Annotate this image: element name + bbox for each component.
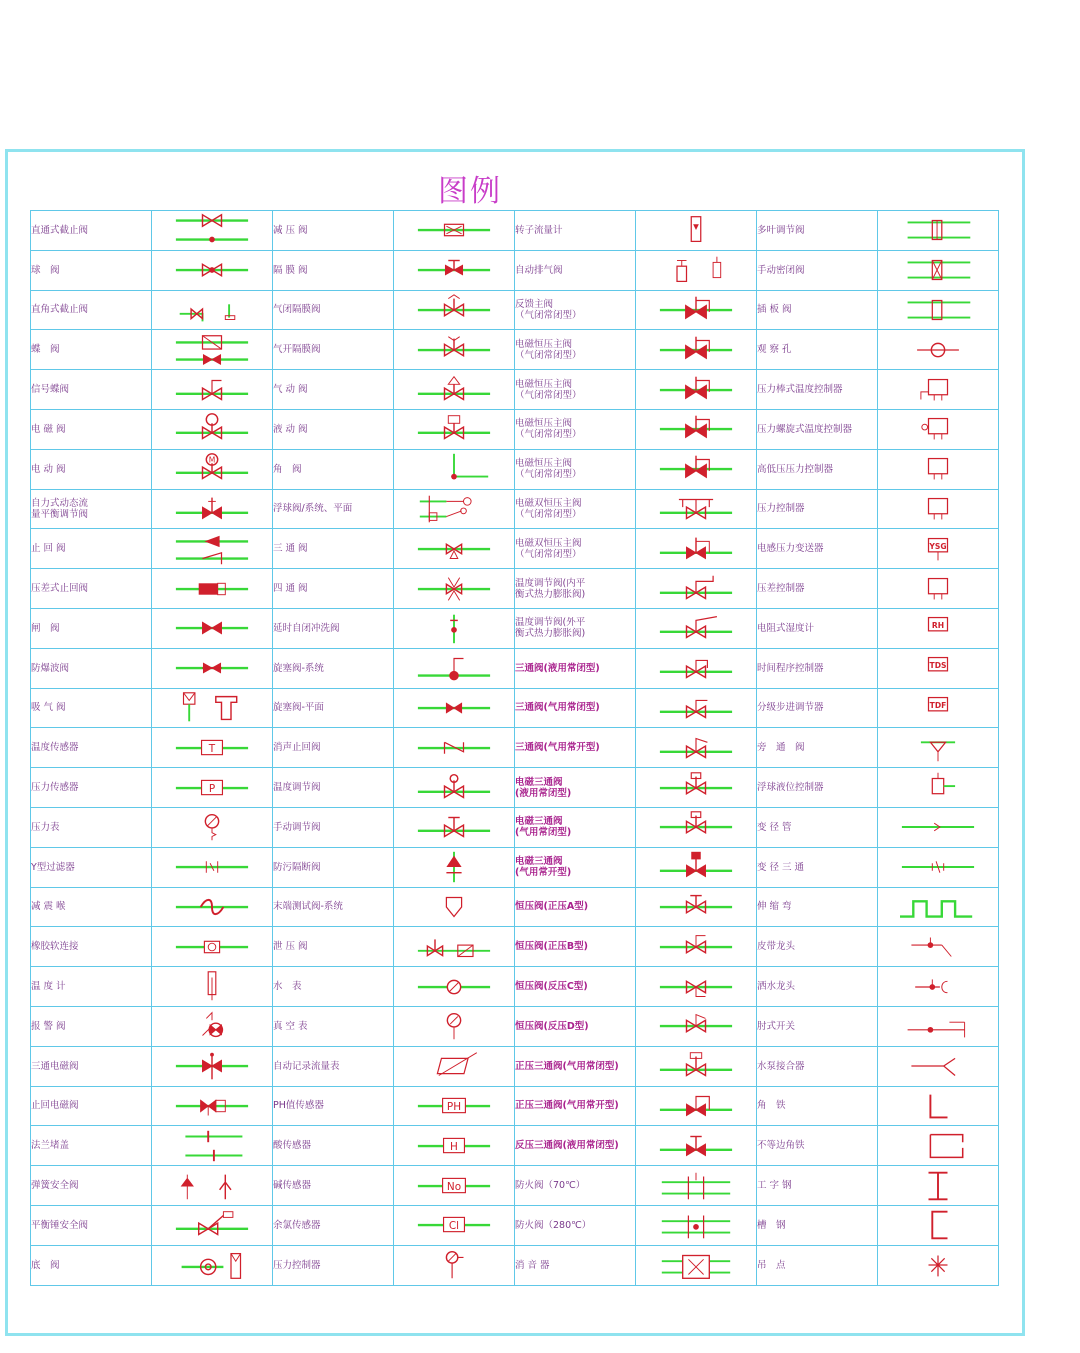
fire-damper-70-symbol <box>636 1166 757 1206</box>
legend-label: 电磁三通阀 (液用常闭型) <box>515 768 636 808</box>
float-level-controller-symbol <box>878 768 999 808</box>
ball-valve-symbol <box>152 250 273 290</box>
legend-label: 变 径 三 通 <box>757 847 878 887</box>
three-way-valve-b-symbol <box>636 688 757 728</box>
air-close-diaphragm-valve-symbol <box>394 290 515 330</box>
legend-label: 四 通 阀 <box>273 569 394 609</box>
legend-label: 旋塞阀-系统 <box>273 648 394 688</box>
legend-label: 插 板 阀 <box>757 290 878 330</box>
main-valve-a-symbol <box>636 290 757 330</box>
legend-label: 电磁三通阀 (气用常开型) <box>515 847 636 887</box>
legend-row <box>31 211 999 251</box>
blast-valve-symbol <box>152 648 273 688</box>
hanger-point-symbol <box>878 1245 999 1285</box>
legend-label: 液 动 阀 <box>273 409 394 449</box>
legend-label: 气闭隔膜阀 <box>273 290 394 330</box>
legend-label: 温 度 计 <box>31 967 152 1007</box>
legend-row <box>31 648 999 688</box>
legend-title: 图例 <box>438 174 502 209</box>
pressure-reducing-valve-symbol <box>394 211 515 251</box>
legend-label: 电 磁 阀 <box>31 409 152 449</box>
legend-label: 三通阀(液用常闭型) <box>515 648 636 688</box>
positive-three-way-b-symbol <box>636 1086 757 1126</box>
legend-label: 防爆波阀 <box>31 648 152 688</box>
legend-row <box>31 1245 999 1285</box>
dual-pressure-switch-symbol <box>878 449 999 489</box>
negative-three-way-symbol <box>636 1126 757 1166</box>
butterfly-valve-symbol <box>152 330 273 370</box>
legend-label: 隔 膜 阀 <box>273 250 394 290</box>
legend-label: 压力表 <box>31 807 152 847</box>
legend-label: 正压三通阀(气用常闭型) <box>515 1046 636 1086</box>
legend-row <box>31 728 999 768</box>
time-controller-symbol <box>878 648 999 688</box>
air-intake-valve-symbol <box>152 688 273 728</box>
end-test-valve-symbol <box>394 887 515 927</box>
expansion-loop-symbol <box>878 887 999 927</box>
legend-label: Y型过滤器 <box>31 847 152 887</box>
legend-row <box>31 927 999 967</box>
legend-label: 橡胶软连接 <box>31 927 152 967</box>
svg-text:M: M <box>208 455 216 465</box>
legend-label: 自动排气阀 <box>515 250 636 290</box>
legend-row <box>31 1046 999 1086</box>
legend-label: 多叶调节阀 <box>757 211 878 251</box>
legend-label: 球 阀 <box>31 250 152 290</box>
expansion-valve-inner-symbol <box>636 569 757 609</box>
legend-row <box>31 569 999 609</box>
three-way-valve-symbol <box>394 529 515 569</box>
reducing-tee-symbol <box>878 847 999 887</box>
legend-label: 防火阀（280℃） <box>515 1205 636 1245</box>
legend-label: 减 震 喉 <box>31 887 152 927</box>
legend-label: 电磁恒压主阀 （气闭常闭型） <box>515 409 636 449</box>
legend-label: 电磁双恒压主阀 （气闭常闭型） <box>515 489 636 529</box>
solenoid-three-way-b-symbol <box>636 807 757 847</box>
legend-label: PH值传感器 <box>273 1086 394 1126</box>
legend-row <box>31 847 999 887</box>
legend-label: 气 动 阀 <box>273 370 394 410</box>
legend-label: 转子流量计 <box>515 211 636 251</box>
manual-control-valve-symbol <box>394 807 515 847</box>
legend-label: 蝶 阀 <box>31 330 152 370</box>
angle-valve-symbol <box>394 449 515 489</box>
legend-label: 压差式止回阀 <box>31 569 152 609</box>
silencing-check-valve-symbol <box>394 728 515 768</box>
main-valve-d-symbol <box>636 409 757 449</box>
solenoid-three-way-c-symbol <box>636 847 757 887</box>
legend-label: 分级步进调节器 <box>757 688 878 728</box>
legend-label: 酸传感器 <box>273 1126 394 1166</box>
legend-label: 角 铁 <box>757 1086 878 1126</box>
legend-label: 压差控制器 <box>757 569 878 609</box>
legend-label: 电磁恒压主阀 （气闭常闭型） <box>515 449 636 489</box>
weighted-safety-valve-symbol <box>152 1205 273 1245</box>
legend-label: 恒压阀(反压C型) <box>515 967 636 1007</box>
angle-globe-valve-symbol <box>152 290 273 330</box>
rotameter-symbol <box>636 211 757 251</box>
relief-valve-symbol <box>394 927 515 967</box>
legend-label: 旋塞阀-平面 <box>273 688 394 728</box>
legend-label: 电感压力变送器 <box>757 529 878 569</box>
legend-label: 吊 点 <box>757 1245 878 1285</box>
legend-label: 浮球阀/系统、平面 <box>273 489 394 529</box>
air-open-diaphragm-valve-symbol <box>394 330 515 370</box>
flush-valve-symbol <box>394 608 515 648</box>
legend-label: 压力控制器 <box>273 1245 394 1285</box>
legend-label: 自动记录流量表 <box>273 1046 394 1086</box>
spiral-thermostat-symbol <box>878 409 999 449</box>
legend-label: 水 表 <box>273 967 394 1007</box>
legend-row <box>31 887 999 927</box>
legend-label: 变 径 管 <box>757 807 878 847</box>
hose-bibb-symbol <box>878 927 999 967</box>
legend-label: 时间程序控制器 <box>757 648 878 688</box>
legend-row <box>31 608 999 648</box>
legend-label: 消 音 器 <box>515 1245 636 1285</box>
differential-pressure-switch-symbol <box>878 569 999 609</box>
temperature-sensor-symbol <box>152 728 273 768</box>
legend-label: 三通阀(气用常开型) <box>515 728 636 768</box>
legend-row <box>31 330 999 370</box>
legend-label: 防污隔断阀 <box>273 847 394 887</box>
legend-label: 止 回 阀 <box>31 529 152 569</box>
differential-check-valve-symbol <box>152 569 273 609</box>
legend-label: 余氯传感器 <box>273 1205 394 1245</box>
pneumatic-valve-symbol <box>394 370 515 410</box>
resistive-hygrometer-symbol <box>878 608 999 648</box>
svg-text:T: T <box>208 742 216 755</box>
legend-row <box>31 768 999 808</box>
flow-recorder-symbol <box>394 1046 515 1086</box>
globe-valve-symbol <box>152 211 273 251</box>
hydraulic-valve-symbol <box>394 409 515 449</box>
legend-label: 压力棒式温度控制器 <box>757 370 878 410</box>
channel-steel-symbol <box>878 1205 999 1245</box>
legend-label: 直通式截止阀 <box>31 211 152 251</box>
legend-label: 压力控制器 <box>757 489 878 529</box>
legend-label: 电磁恒压主阀 （气闭常闭型） <box>515 330 636 370</box>
multi-blade-damper-symbol <box>878 211 999 251</box>
svg-text:RH: RH <box>931 621 945 631</box>
legend-label: 电磁双恒压主阀 （气闭常闭型） <box>515 529 636 569</box>
three-way-solenoid-valve-symbol <box>152 1046 273 1086</box>
legend-label: 旁 通 阀 <box>757 728 878 768</box>
pressure-gauge-symbol <box>152 807 273 847</box>
legend-row <box>31 1205 999 1245</box>
legend-row <box>31 409 999 449</box>
main-valve-c-symbol <box>636 370 757 410</box>
legend-label: 温度调节阀(外平 衡式热力膨胀阀) <box>515 608 636 648</box>
legend-label: 温度调节阀 <box>273 768 394 808</box>
legend-label: 槽 钢 <box>757 1205 878 1245</box>
i-beam-symbol <box>878 1166 999 1206</box>
legend-label: 三通电磁阀 <box>31 1046 152 1086</box>
legend-label: 真 空 表 <box>273 1006 394 1046</box>
manual-airtight-valve-symbol <box>878 250 999 290</box>
expansion-valve-outer-symbol <box>636 608 757 648</box>
legend-label: 延时自闭冲洗阀 <box>273 608 394 648</box>
constant-pressure-valve-d-symbol <box>636 1006 757 1046</box>
legend-label: 三 通 阀 <box>273 529 394 569</box>
legend-label: 平衡锤安全阀 <box>31 1205 152 1245</box>
legend-label: 压力传感器 <box>31 768 152 808</box>
solenoid-valve-symbol <box>152 409 273 449</box>
pressure-controller-symbol <box>394 1245 515 1285</box>
alkali-sensor-symbol <box>394 1166 515 1206</box>
legend-row <box>31 290 999 330</box>
plug-valve-plan-symbol <box>394 688 515 728</box>
vacuum-gauge-symbol <box>394 1006 515 1046</box>
chlorine-sensor-symbol <box>394 1205 515 1245</box>
svg-text:YSG: YSG <box>929 541 947 551</box>
legend-label: 电阻式湿度计 <box>757 608 878 648</box>
legend-label: 信号蝶阀 <box>31 370 152 410</box>
legend-label: 恒压阀(正压B型) <box>515 927 636 967</box>
ph-sensor-symbol <box>394 1086 515 1126</box>
legend-label: 自力式动态流 量平衡调节阀 <box>31 489 152 529</box>
pressure-switch-symbol <box>878 489 999 529</box>
legend-label: 防火阀（70℃） <box>515 1166 636 1206</box>
legend-label: 吸 气 阀 <box>31 688 152 728</box>
legend-label: 碱传感器 <box>273 1166 394 1206</box>
plug-valve-system-symbol <box>394 648 515 688</box>
main-valve-e-symbol <box>636 449 757 489</box>
main-valve-b-symbol <box>636 330 757 370</box>
diaphragm-valve-symbol <box>394 250 515 290</box>
signal-butterfly-valve-symbol <box>152 370 273 410</box>
sprinkler-faucet-symbol <box>878 967 999 1007</box>
legend-label: 角 阀 <box>273 449 394 489</box>
water-meter-symbol <box>394 967 515 1007</box>
legend-row <box>31 688 999 728</box>
three-way-valve-a-symbol <box>636 648 757 688</box>
sight-glass-symbol <box>878 330 999 370</box>
double-main-valve-a-symbol <box>636 489 757 529</box>
vibration-eliminator-symbol <box>152 887 273 927</box>
legend-label: 闸 阀 <box>31 608 152 648</box>
legend-label: 电磁三通阀 (气用常闭型) <box>515 807 636 847</box>
legend-label: 水泵接合器 <box>757 1046 878 1086</box>
legend-label: 伸 缩 弯 <box>757 887 878 927</box>
unequal-angle-symbol <box>878 1126 999 1166</box>
rubber-joint-symbol <box>152 927 273 967</box>
pressure-transmitter-symbol <box>878 529 999 569</box>
legend-row <box>31 1126 999 1166</box>
legend-label: 法兰堵盖 <box>31 1126 152 1166</box>
gate-valve-symbol <box>152 608 273 648</box>
legend-label: 末端测试阀-系统 <box>273 887 394 927</box>
double-main-valve-b-symbol <box>636 529 757 569</box>
bypass-valve-symbol <box>878 728 999 768</box>
legend-label: 减 压 阀 <box>273 211 394 251</box>
y-strainer-symbol <box>152 847 273 887</box>
svg-text:TDF: TDF <box>929 700 947 710</box>
svg-text:P: P <box>208 782 216 795</box>
legend-label: 温度调节阀(内平 衡式热力膨胀阀) <box>515 569 636 609</box>
backflow-preventer-symbol <box>394 847 515 887</box>
legend-row <box>31 489 999 529</box>
acid-sensor-symbol <box>394 1126 515 1166</box>
positive-three-way-a-symbol <box>636 1046 757 1086</box>
legend-row <box>31 1006 999 1046</box>
legend-label: 反压三通阀(液用常闭型) <box>515 1126 636 1166</box>
four-way-valve-symbol <box>394 569 515 609</box>
legend-label: 弹簧安全阀 <box>31 1166 152 1206</box>
legend-row <box>31 370 999 410</box>
legend-label: 洒水龙头 <box>757 967 878 1007</box>
svg-text:TDS: TDS <box>929 661 947 671</box>
svg-text:H: H <box>450 1140 458 1153</box>
elbow-switch-symbol <box>878 1006 999 1046</box>
float-valve-symbol <box>394 489 515 529</box>
thermometer-symbol <box>152 967 273 1007</box>
legend-label: 消声止回阀 <box>273 728 394 768</box>
legend-label: 反馈主阀 （气闭常闭型） <box>515 290 636 330</box>
legend-label: 工 字 钢 <box>757 1166 878 1206</box>
legend-row <box>31 529 999 569</box>
check-solenoid-valve-symbol <box>152 1086 273 1126</box>
legend-row <box>31 807 999 847</box>
legend-label: 直角式截止阀 <box>31 290 152 330</box>
constant-pressure-valve-b-symbol <box>636 927 757 967</box>
legend-label: 手动密闭阀 <box>757 250 878 290</box>
siamese-connection-symbol <box>878 1046 999 1086</box>
legend-label: 电磁恒压主阀 （气闭常闭型） <box>515 370 636 410</box>
spring-safety-valve-symbol <box>152 1166 273 1206</box>
legend-label: 恒压阀(反压D型) <box>515 1006 636 1046</box>
legend-label: 三通阀(气用常闭型) <box>515 688 636 728</box>
temperature-control-valve-symbol <box>394 768 515 808</box>
solenoid-three-way-a-symbol <box>636 768 757 808</box>
constant-pressure-valve-c-symbol <box>636 967 757 1007</box>
legend-label: 压力螺旋式温度控制器 <box>757 409 878 449</box>
legend-row <box>31 1166 999 1206</box>
flange-blind-symbol <box>152 1126 273 1166</box>
legend-label: 恒压阀(正压A型) <box>515 887 636 927</box>
bulb-thermostat-symbol <box>878 370 999 410</box>
constant-pressure-valve-a-symbol <box>636 887 757 927</box>
legend-label: 温度传感器 <box>31 728 152 768</box>
legend-label: 浮球液位控制器 <box>757 768 878 808</box>
legend-label: 底 阀 <box>31 1245 152 1285</box>
gate-damper-symbol <box>878 290 999 330</box>
alarm-valve-symbol <box>152 1006 273 1046</box>
legend-label: 气开隔膜阀 <box>273 330 394 370</box>
legend-row <box>31 250 999 290</box>
svg-text:PH: PH <box>446 1100 462 1113</box>
silencer-symbol <box>636 1245 757 1285</box>
motorized-valve-symbol <box>152 449 273 489</box>
pressure-sensor-symbol <box>152 768 273 808</box>
legend-row <box>31 1086 999 1126</box>
fire-damper-280-symbol <box>636 1205 757 1245</box>
legend-label: 观 察 孔 <box>757 330 878 370</box>
angle-steel-symbol <box>878 1086 999 1126</box>
legend-row <box>31 967 999 1007</box>
legend-row <box>31 449 999 489</box>
legend-label: 肘式开关 <box>757 1006 878 1046</box>
reducer-symbol <box>878 807 999 847</box>
legend-label: 高低压压力控制器 <box>757 449 878 489</box>
legend-label: 皮带龙头 <box>757 927 878 967</box>
legend-label: 不等边角铁 <box>757 1126 878 1166</box>
svg-text:Cl: Cl <box>448 1220 460 1233</box>
check-valve-symbol <box>152 529 273 569</box>
legend-label: 手动调节阀 <box>273 807 394 847</box>
legend-label: 泄 压 阀 <box>273 927 394 967</box>
legend-label: 正压三通阀(气用常开型) <box>515 1086 636 1126</box>
legend-table <box>30 210 999 1286</box>
legend-label: 报 警 阀 <box>31 1006 152 1046</box>
balancing-valve-symbol <box>152 489 273 529</box>
legend-label: 止回电磁阀 <box>31 1086 152 1126</box>
foot-valve-symbol <box>152 1245 273 1285</box>
svg-text:No: No <box>446 1180 462 1193</box>
three-way-valve-c-symbol <box>636 728 757 768</box>
step-controller-symbol <box>878 688 999 728</box>
auto-air-vent-symbol <box>636 250 757 290</box>
legend-label: 电 动 阀 <box>31 449 152 489</box>
